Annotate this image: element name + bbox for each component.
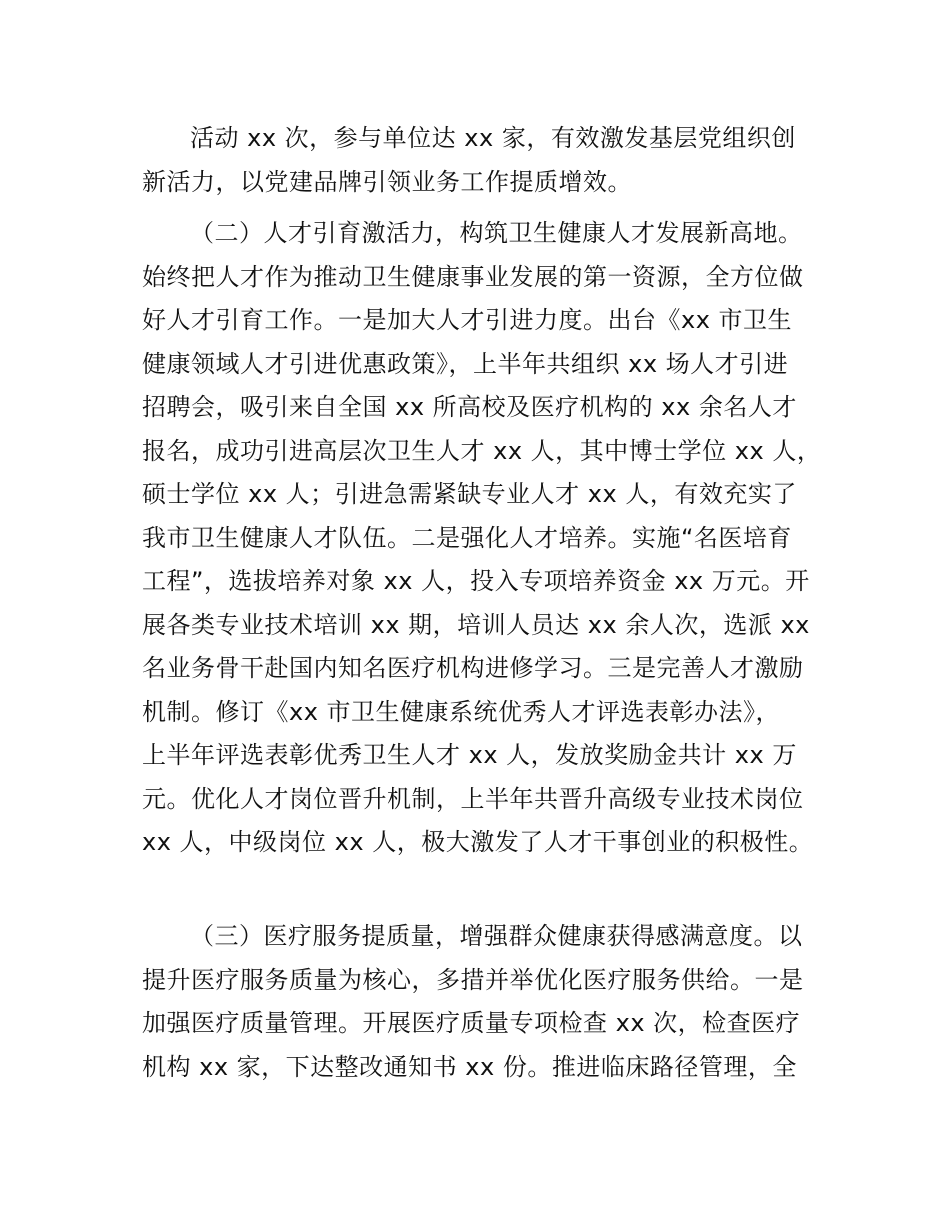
text-line: 好人才引育工作。一是加大人才引进力度。出台《xx 市卫生 xyxy=(142,306,793,334)
text-line: xx 人，中级岗位 xx 人，极大激发了人才干事创业的积极性。 xyxy=(142,828,814,856)
text-line: 始终把人才作为推动卫生健康事业发展的第一资源，全方位做 xyxy=(142,262,804,291)
text-line: 展各类专业技术培训 xx 期，培训人员达 xx 余人次，选派 xx xyxy=(142,610,810,639)
text-line: 健康领域人才引进优惠政策》，上半年共组织 xx 场人才引进 xyxy=(142,349,789,378)
text-line: 加强医疗质量管理。开展医疗质量专项检查 xx 次，检查医疗 xyxy=(142,1009,801,1037)
text-line: 机构 xx 家，下达整改通知书 xx 份。推进临床路径管理，全 xyxy=(142,1052,797,1081)
text-line: 硕士学位 xx 人；引进急需紧缺专业人才 xx 人，有效充实了 xyxy=(142,480,797,508)
paragraph-medical-service-quality xyxy=(142,915,832,1089)
text-line: 机制。修订《xx 市卫生健康系统优秀人才评选表彰办法》， xyxy=(142,697,781,726)
text-line: 元。优化人才岗位晋升机制，上半年共晋升高级专业技术岗位 xyxy=(142,784,804,813)
text-line: 上半年评选表彰优秀卫生人才 xx 人，发放奖励金共计 xx 万 xyxy=(142,741,797,769)
section-heading-line: （二）人才引育激活力，构筑卫生健康人才发展新高地。 xyxy=(190,219,803,247)
text-line: 我市卫生健康人才队伍。二是强化人才培养。实施“名医培育 xyxy=(142,523,792,552)
section-heading-line: （三）医疗服务提质量，增强群众健康获得感满意度。以 xyxy=(190,922,803,950)
paragraph-activities-summary xyxy=(142,117,832,204)
text-line: 工程”，选拔培养对象 xx 人，投入专项培养资金 xx 万元。开 xyxy=(142,567,810,595)
text-line: 提升医疗服务质量为核心，多措并举优化医疗服务供给。一是 xyxy=(142,965,804,994)
text-line: 名业务骨干赴国内知名医疗机构进修学习。三是完善人才激励 xyxy=(142,654,804,682)
text-line: 招聘会，吸引来自全国 xx 所高校及医疗机构的 xx 余名人才 xyxy=(142,393,797,421)
paragraph-talent-development xyxy=(142,212,832,865)
text-line: 新活力，以党建品牌引领业务工作提质增效。 xyxy=(142,167,632,196)
text-line: 报名，成功引进高层次卫生人才 xx 人，其中博士学位 xx 人， xyxy=(142,436,822,465)
text-line: 活动 xx 次，参与单位达 xx 家，有效激发基层党组织创 xyxy=(190,124,796,152)
